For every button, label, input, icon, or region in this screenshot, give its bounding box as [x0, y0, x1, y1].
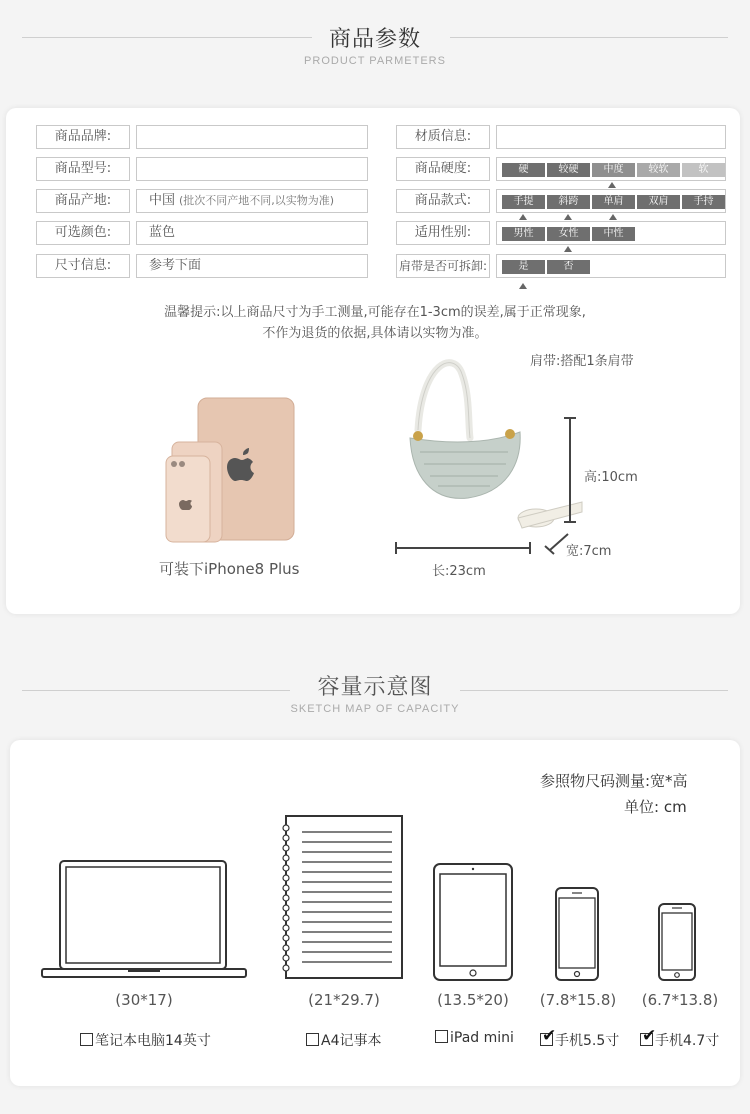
- unit-note: 单位: cm: [624, 798, 687, 816]
- checkbox-checked-icon: ✔: [542, 1026, 557, 1046]
- brand-value: [136, 125, 368, 149]
- model-value: [136, 157, 368, 181]
- tip-line-1: 温馨提示:以上商品尺寸为手工测量,可能存在1-3cm的误差,属于正常现象,: [164, 305, 586, 320]
- phone-icon: [657, 902, 697, 982]
- style-marker: [519, 214, 527, 220]
- params-subtitle: PRODUCT PARMETERS: [304, 55, 446, 67]
- phone-icon: [554, 886, 600, 982]
- phone47-dims: (6.7*13.8): [641, 991, 719, 1009]
- gender-option: 男性: [502, 227, 545, 241]
- strap-removable-option: 否: [547, 260, 590, 274]
- tablet-option-label: iPad mini: [450, 1030, 514, 1046]
- laptop-dims: (30*17): [115, 991, 173, 1009]
- origin-value: [136, 189, 368, 213]
- gender-option: 女性: [547, 227, 590, 241]
- hardness-label: 商品硬度:: [396, 157, 490, 181]
- notebook-icon: [280, 814, 406, 982]
- capacity-subtitle: SKETCH MAP OF CAPACITY: [290, 703, 460, 715]
- hardness-option: 较软: [637, 163, 680, 177]
- notebook-option-label: A4记事本: [321, 1033, 382, 1049]
- size-value: 参考下面: [136, 254, 368, 278]
- ref-note: 参照物尺码测量:宽*高: [540, 772, 688, 790]
- laptop-icon: [40, 858, 248, 982]
- strap-removable-options: [502, 260, 590, 274]
- phone55-dims: (7.8*15.8): [539, 991, 617, 1009]
- hardness-options: [502, 163, 725, 177]
- strap-note: 肩带:搭配1条肩带: [530, 354, 634, 369]
- phone55-option-label: 手机5.5寸: [555, 1033, 620, 1049]
- params-title: 商品参数: [328, 27, 421, 52]
- style-option: 双肩: [637, 195, 680, 209]
- style-label: 商品款式:: [396, 189, 490, 213]
- model-label: 商品型号:: [36, 157, 130, 181]
- checkbox-checked-icon: ✔: [642, 1026, 657, 1046]
- length-label: 长:23cm: [432, 564, 486, 579]
- strap-removable-option: 是: [502, 260, 545, 274]
- capacity-title: 容量示意图: [317, 675, 433, 700]
- style-options: [502, 195, 725, 209]
- size-label: 尺寸信息:: [36, 254, 130, 278]
- strap-removable-label: 肩带是否可拆卸:: [396, 254, 490, 278]
- tablet-option: [435, 1030, 514, 1046]
- ipad-iphone-illustration: [160, 392, 300, 544]
- phone47-option-label: 手机4.7寸: [655, 1033, 720, 1049]
- hardness-option: 软: [682, 163, 725, 177]
- material-label: 材质信息:: [396, 125, 490, 149]
- gender-options: [502, 227, 635, 241]
- phone47-option: [640, 1026, 720, 1050]
- notebook-option: [306, 1030, 381, 1050]
- device-caption: 可装下iPhone8 Plus: [159, 560, 300, 578]
- hardness-option: 硬: [502, 163, 545, 177]
- origin-label: 商品产地:: [36, 189, 130, 213]
- color-label: 可选颜色:: [36, 221, 130, 245]
- params-header: [0, 22, 750, 67]
- gender-marker: [564, 246, 572, 252]
- gender-option: 中性: [592, 227, 635, 241]
- hardness-marker: [608, 182, 616, 188]
- origin-value-text: 中国: [149, 193, 176, 208]
- capacity-header: [0, 670, 750, 715]
- strap-removable-marker: [519, 283, 527, 289]
- tablet-icon: [432, 862, 514, 982]
- notebook-dims: (21*29.7): [308, 991, 380, 1009]
- style-option: 单肩: [592, 195, 635, 209]
- checkbox-unchecked-icon: [306, 1033, 319, 1046]
- phone55-option: [540, 1026, 620, 1050]
- laptop-option: [80, 1030, 211, 1050]
- style-marker: [609, 214, 617, 220]
- tablet-dims: (13.5*20): [437, 991, 509, 1009]
- height-label: 高:10cm: [584, 470, 638, 485]
- style-marker: [564, 214, 572, 220]
- style-option: 手提: [502, 195, 545, 209]
- style-option: 斜跨: [547, 195, 590, 209]
- checkbox-unchecked-icon: [80, 1033, 93, 1046]
- hardness-option: 较硬: [547, 163, 590, 177]
- gender-label: 适用性别:: [396, 221, 490, 245]
- brand-label: 商品品牌:: [36, 125, 130, 149]
- laptop-option-label: 笔记本电脑14英寸: [95, 1033, 211, 1049]
- style-option: 手持: [682, 195, 725, 209]
- color-value: 蓝色: [136, 221, 368, 245]
- measure-lines: [390, 412, 590, 562]
- hardness-option: 中度: [592, 163, 635, 177]
- origin-note: (批次不同产地不同,以实物为准): [179, 194, 335, 207]
- material-value: [496, 125, 726, 149]
- width-label: 宽:7cm: [566, 544, 612, 559]
- checkbox-unchecked-icon: [435, 1030, 448, 1043]
- tip-line-2: 不作为退货的依据,具体请以实物为准。: [262, 326, 488, 341]
